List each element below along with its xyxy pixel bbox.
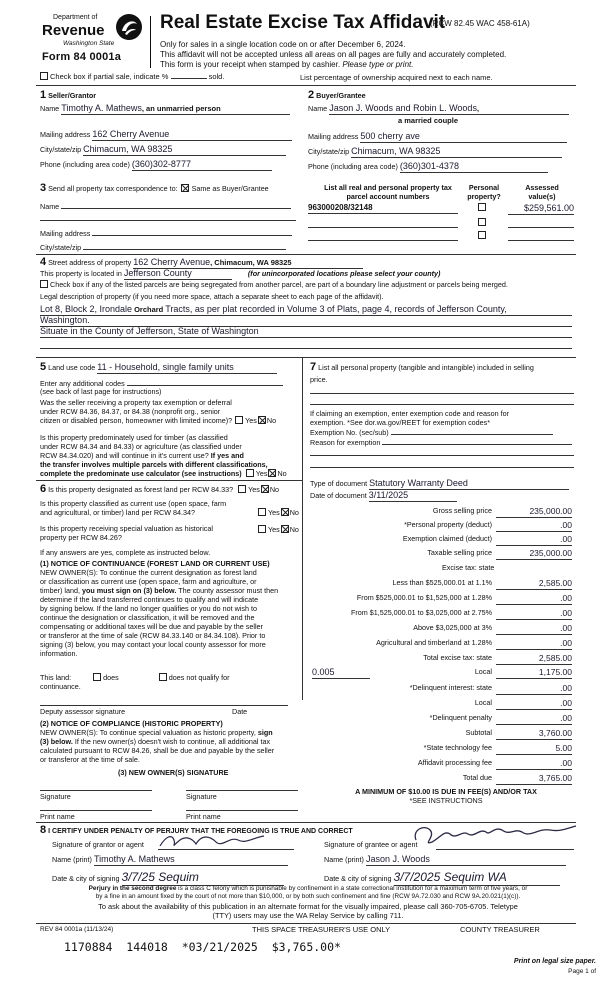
new-owner-signature-heading: (3) NEW OWNER(S) SIGNATURE (118, 768, 229, 777)
partial-sale-checkbox[interactable] (40, 72, 48, 80)
seller-city-row: City/state/zip Chimacum, WA 98325 (40, 144, 296, 156)
seller-phone-field[interactable]: (360)302-8777 (131, 159, 191, 169)
segregated-row: Check box if any of the listed parcels are being segregated from another parcel, are part of a boundary line adjustment or parcels being merged. (40, 280, 508, 289)
section3-mailing-field[interactable] (92, 227, 292, 236)
taxable-selling-price-field[interactable]: 235,000.00 (496, 548, 572, 560)
deputy-signature-label: Deputy assessor signature (40, 707, 126, 716)
page-number: Page 1 of (568, 968, 596, 975)
exempt-yes-checkbox[interactable] (235, 416, 243, 424)
tax-tier1-row: Less than $525,000.01 at 1.1% 2,585.00 (392, 578, 572, 588)
grantor-date-field[interactable]: 3/7/25 Sequim (121, 870, 199, 884)
delinquent-penalty-field[interactable]: .00 (496, 713, 572, 725)
delinquent-interest-local-row: Local .00 (474, 698, 572, 708)
does-not-qualify-checkbox[interactable] (159, 673, 167, 681)
alternate-format-notice: To ask about the availability of this publication in an alternate format for the visually impaired, please call 360-705-6705. Teletype (TTY) users may use the WA Relay Service by calling 711. (98, 902, 518, 920)
timber-no-checkbox[interactable] (268, 469, 276, 477)
treasurer-stamp: 1170884 144018 *03/21/2025 $3,765.00* (64, 940, 341, 954)
historical-question: Is this property receiving special valuation as historical property per RCW 84.26? Yes No (40, 524, 299, 542)
form-number: Form 84 0001a (42, 51, 122, 63)
additional-codes-field[interactable] (127, 377, 283, 386)
personal-property-checkbox-3[interactable] (478, 231, 486, 239)
county-treasurer-label: COUNTY TREASURER (460, 925, 540, 934)
seller-name-row: Name Timothy A. Mathews, an unmarried person (40, 103, 296, 115)
new-owner-signature-label-1: Signature (40, 792, 71, 801)
personal-property-checkbox-1[interactable] (478, 203, 486, 211)
buyer-city-field[interactable]: Chimacum, WA 98325 (351, 146, 441, 156)
taxable-selling-price-row: Taxable selling price 235,000.00 (427, 548, 572, 558)
notice-continuance: (1) NOTICE OF CONTINUANCE (FOREST LAND OR CURRENT USE) NEW OWNER(S): To continue the current designation as forest land or classification as current use (open space, farm and agriculture, or timber) land, you must sign on (3) below. The county assessor must then determine if the land transferred continues to qualify and will indicate by signing below. If the land no longer qualifies or you do not wish to continue the designation or classification, it will be removed and the compensating or additional taxes will be due and payable by the seller or transferor at the time of sale (RCW 84.33.140 or 84.34.108). Prior to signing (3) below, you may contact your local county assessor for more information. (40, 559, 279, 658)
land-use-field[interactable]: 11 - Household, single family units (97, 362, 234, 372)
timber-question: Is this property predominately used for timber (as classified under RCW 84.34 and 84.33) or agriculture (as classified under RCW 84.34.020) and will continue in it's current use? If yes and the transfer involves multiple parcels with different classifications, complete the predominate use calculator (see instructions) Yes No (40, 433, 287, 478)
seller-city-field[interactable]: Chimacum, WA 98325 (83, 144, 173, 154)
grantee-signature-row: Signature of grantee or agent (324, 840, 418, 849)
local-tax-field[interactable]: 1,175.00 (496, 667, 572, 679)
seller-mailing-row: Mailing address 162 Cherry Avenue (40, 129, 296, 141)
legal-description-line2[interactable]: Washington. (40, 315, 572, 327)
legal-description-label: Legal description of property (if you need more space, attach a separate sheet to each page of the affidavit). (40, 292, 384, 301)
forest-no-checkbox[interactable] (261, 485, 269, 493)
tax-tier1-field[interactable]: 2,585.00 (496, 578, 572, 590)
forest-yes-checkbox[interactable] (238, 485, 246, 493)
technology-fee-field[interactable]: 5.00 (496, 743, 572, 755)
exemption-claimed-row: Exemption claimed (deduct) .00 (402, 534, 572, 544)
land-use-row: 5 Land use code 11 - Household, single family units (40, 361, 277, 375)
grantee-date-row: Date & city of signing 3/7/2025 Sequim WA (324, 870, 560, 886)
continuance-label: continuance. (40, 682, 81, 691)
buyer-heading: 2 Buyer/Grantee (308, 89, 366, 101)
agricultural-field[interactable]: .00 (496, 638, 572, 650)
buyer-name-row: Name Jason J. Woods and Robin L. Woods, (308, 103, 574, 115)
form-title: Real Estate Excise Tax Affidavit (160, 12, 446, 33)
exemption-claim-note: If claiming an exemption, enter exemption code and reason for exemption. *See dor.wa.gov/REET for exemption codes* Exemption No. (sec/sub) Reason for exemption (310, 409, 574, 447)
tax-tier4-row: Above $3,025,000 at 3% .00 (413, 623, 572, 633)
header-note2: This affidavit will not be accepted unless all areas on all pages are fully and accurately completed. (160, 50, 507, 59)
this-land-row: This land: does does not qualify for (40, 673, 230, 682)
section3-row: 3 Send all property tax correspondence to: Same as Buyer/Grantee (40, 182, 269, 194)
rcw-ref: (RCW 82.45 WAC 458-61A) (430, 19, 530, 28)
form-revision: REV 84 0001a (11/13/24) (40, 926, 114, 933)
current-use-question: Is this property classified as current use (open space, farm and agricultural, or timber) land per RCW 84.34? Yes No (40, 499, 299, 517)
affidavit-fee-field[interactable]: .00 (496, 758, 572, 770)
personal-property-deduct-field[interactable]: .00 (496, 520, 572, 532)
minimum-due-note: A MINIMUM OF $10.00 IS DUE IN FEE(S) AND/OR TAX *SEE INSTRUCTIONS (355, 787, 537, 805)
personal-property-list: 7 List all personal property (tangible and intangible) included in selling price. (310, 361, 534, 384)
parcel-row-2 (308, 218, 576, 230)
assessed-col-header: Assessed value(s) (525, 183, 559, 201)
subtotal-field[interactable]: 3,760.00 (496, 728, 572, 740)
notice-compliance: (2) NOTICE OF COMPLIANCE (HISTORIC PROPERTY) NEW OWNER(S): To continue special valuation as historic property, sign (3) below. If the new owner(s) doesn't wish to continue, all additional tax calculated pursuant to RCW 84.26, shall be due and payable by the seller or transferor at the time of sale. (40, 719, 275, 764)
document-date-field[interactable]: 3/11/2025 (368, 490, 409, 500)
exemption-question: Was the seller receiving a property tax exemption or deferral under RCW 84.36, 84.37, or 84.38 (nonprofit org., senior citizen or disabled person, homeowner with limited income)? Yes No (40, 398, 277, 425)
segregated-checkbox[interactable] (40, 280, 48, 288)
seller-name-suffix: , an unmarried person (141, 104, 221, 113)
delinquent-interest-local-field[interactable]: .00 (496, 698, 572, 710)
document-type-field[interactable]: Statutory Warranty Deed (369, 478, 468, 488)
buyer-mailing-row: Mailing address 500 cherry ave (308, 131, 574, 143)
dor-emblem-icon (114, 12, 144, 42)
parcel-row-1 (308, 203, 576, 215)
column-divider (302, 358, 303, 700)
delinquent-interest-state-field[interactable]: .00 (496, 683, 572, 695)
historical-yes-checkbox[interactable] (258, 525, 266, 533)
local-rate-field[interactable]: 0.005 (312, 667, 370, 679)
buyer-phone-field[interactable]: (360)301-4378 (399, 161, 459, 171)
dor-logo (38, 12, 156, 70)
tax-tier3-row: From $1,525,000.01 to $3,025,000 at 2.75% .00 (350, 608, 572, 618)
additional-codes-row: Enter any additional codes (40, 377, 283, 388)
header-note1: Only for sales in a single location code on or after December 6, 2024. (160, 40, 406, 49)
treasurer-use-label: THIS SPACE TREASURER'S USE ONLY (252, 925, 391, 934)
buyer-phone-row: Phone (including area code) (360)301-4378 (308, 161, 574, 173)
grantee-date-field[interactable]: 3/7/2025 Sequim WA (393, 870, 507, 884)
new-owner-signature-label-2: Signature (186, 792, 217, 801)
new-owner-print-label-1: Print name (40, 812, 75, 821)
county-row: This property is located in Jefferson County (for unincorporated locations please select your county) (40, 268, 440, 280)
total-due-row: Total due 3,765.00 (462, 773, 572, 783)
agricultural-row: Agricultural and timberland at 1.28% .00 (376, 638, 572, 648)
seller-heading: 1 Seller/Grantor (40, 89, 97, 101)
total-excise-state-row: Total excise tax: state 2,585.00 (423, 653, 572, 663)
header-divider (150, 16, 151, 68)
seller-mailing-field[interactable]: 162 Cherry Avenue (92, 129, 170, 139)
partial-sale-row: Check box if partial sale, indicate % sold. (40, 72, 224, 81)
if-any-yes-note: If any answers are yes, complete as instructed below. (40, 548, 211, 557)
personal-property-deduct-row: *Personal property (deduct) .00 (404, 520, 572, 530)
certify-heading: 8 I CERTIFY UNDER PENALTY OF PERJURY THAT THE FOREGOING IS TRUE AND CORRECT (40, 824, 353, 836)
does-qualify-checkbox[interactable] (93, 673, 101, 681)
legal-description-line3[interactable]: Situate in the County of Jefferson, State of Washington (40, 326, 572, 338)
delinquent-interest-state-row: *Delinquent interest: state .00 (409, 683, 572, 693)
section3-city-field[interactable] (83, 241, 286, 250)
exemption-claimed-field[interactable]: .00 (496, 534, 572, 546)
current-use-yes-checkbox[interactable] (258, 508, 266, 516)
same-as-buyer-checkbox[interactable] (181, 184, 189, 192)
seller-name-field[interactable]: Timothy A. Mathews (61, 103, 142, 113)
see-back-note: (see back of last page for instructions) (40, 387, 162, 396)
parcel-number-field[interactable]: 963000208/32148 (308, 203, 458, 214)
list-percentage-note: List percentage of ownership acquired next to each name. (300, 73, 493, 82)
subtotal-row: Subtotal 3,760.00 (465, 728, 572, 738)
section3-name-field[interactable] (61, 200, 291, 209)
buyer-name-field[interactable]: Jason J. Woods and Robin L. Woods (329, 103, 477, 113)
grantor-name-row: Name (print) Timothy A. Mathews (52, 854, 288, 866)
total-due-field[interactable]: 3,765.00 (496, 773, 572, 785)
section3-mailing-row: Mailing address (40, 227, 296, 238)
assessed-value-field[interactable]: $259,561.00 (508, 203, 574, 215)
new-owner-print-label-2: Print name (186, 812, 221, 821)
dept-line3: Washington State (63, 40, 115, 47)
dept-line2: Revenue (42, 22, 105, 39)
print-legal-note: Print on legal size paper. (513, 958, 596, 965)
deputy-date-label: Date (232, 707, 248, 716)
excise-state-heading: Excise tax: state (442, 563, 495, 572)
buyer-name-suffix: a married couple (398, 116, 459, 125)
timber-yes-checkbox[interactable] (246, 469, 254, 477)
parcel-col-header: List all real and personal property tax parcel account numbers (324, 183, 452, 201)
section3-name-row: Name (40, 200, 296, 211)
grantee-signature-mark (410, 822, 580, 852)
affidavit-fee-row: Affidavit processing fee .00 (417, 758, 572, 768)
grantee-name-field[interactable]: Jason J. Woods (365, 854, 430, 864)
delinquent-penalty-row: *Delinquent penalty .00 (429, 713, 572, 723)
exemption-number-field[interactable] (391, 427, 553, 435)
dept-line1: Department of (53, 14, 98, 21)
gross-selling-price-row: Gross selling price 235,000.00 (432, 506, 572, 516)
gross-selling-price-field[interactable]: 235,000.00 (496, 506, 572, 518)
tax-tier3-field[interactable]: .00 (496, 608, 572, 620)
local-tax-row: 0.005 Local 1,175.00 (310, 667, 572, 680)
parcel-number-field-3[interactable] (308, 231, 458, 241)
grantor-signature-row: Signature of grantor or agent (52, 840, 144, 849)
personal-col-header: Personal property? (467, 183, 501, 201)
street-address-row: 4 Street address of property 162 Cherry Avenue, Chimacum, WA 98325 (40, 256, 363, 270)
property-street-field[interactable]: 162 Cherry Avenue (133, 257, 211, 267)
document-type-row: Type of document Statutory Warranty Deed (310, 478, 569, 490)
total-excise-state-field[interactable]: 2,585.00 (496, 653, 572, 665)
grantor-name-field[interactable]: Timothy A. Mathews (93, 854, 175, 864)
forest-question: 6 Is this property designated as forest land per RCW 84.33? Yes No (40, 483, 280, 495)
grantor-date-row: Date & city of signing 3/7/25 Sequim (52, 870, 284, 886)
historical-no-checkbox[interactable] (281, 525, 289, 533)
technology-fee-row: *State technology fee 5.00 (423, 743, 572, 753)
parcel-number-field-2[interactable] (308, 218, 458, 228)
tax-tier4-field[interactable]: .00 (496, 623, 572, 635)
tax-tier2-row: From $525,000.01 to $1,525,000 at 1.28% .00 (356, 593, 572, 603)
buyer-city-row: City/state/zip Chimacum, WA 98325 (308, 146, 574, 158)
exempt-no-checkbox[interactable] (258, 416, 266, 424)
section3-city-row: City/state/zip (40, 241, 296, 252)
exemption-reason-field[interactable] (382, 437, 572, 445)
parcel-row-3 (308, 231, 576, 243)
header-note3: This form is your receipt when stamped by cashier. Please type or print. (160, 60, 414, 69)
current-use-no-checkbox[interactable] (281, 508, 289, 516)
assessed-value-field-2[interactable] (508, 218, 574, 228)
tax-tier2-field[interactable]: .00 (496, 593, 572, 605)
seller-phone-row: Phone (including area code) (360)302-8777 (40, 159, 296, 171)
buyer-mailing-field[interactable]: 500 cherry ave (360, 131, 420, 141)
document-date-row: Date of document 3/11/2025 (310, 490, 457, 502)
grantee-name-row: Name (print) Jason J. Woods (324, 854, 566, 866)
perjury-notice: Perjury in the second degree is a class C felony which is punishable by confinement in a state correctional institution for a maximum term of five years, or by a fine in an amount fixed by the court of not more than $10,000, or by both such confinement and fine (RCW 9A.72.030 and RCW 9A.20.021(1)(c)). (88, 885, 528, 900)
personal-property-checkbox-2[interactable] (478, 218, 486, 226)
legal-description-line1[interactable]: Lot 8, Block 2, Irondale Orchard Tracts, as per plat recorded in Volume 3 of Plats, page 4, records of Jefferson County, (40, 304, 572, 316)
county-field[interactable]: Jefferson County (123, 268, 192, 278)
assessed-value-field-3[interactable] (508, 231, 574, 241)
